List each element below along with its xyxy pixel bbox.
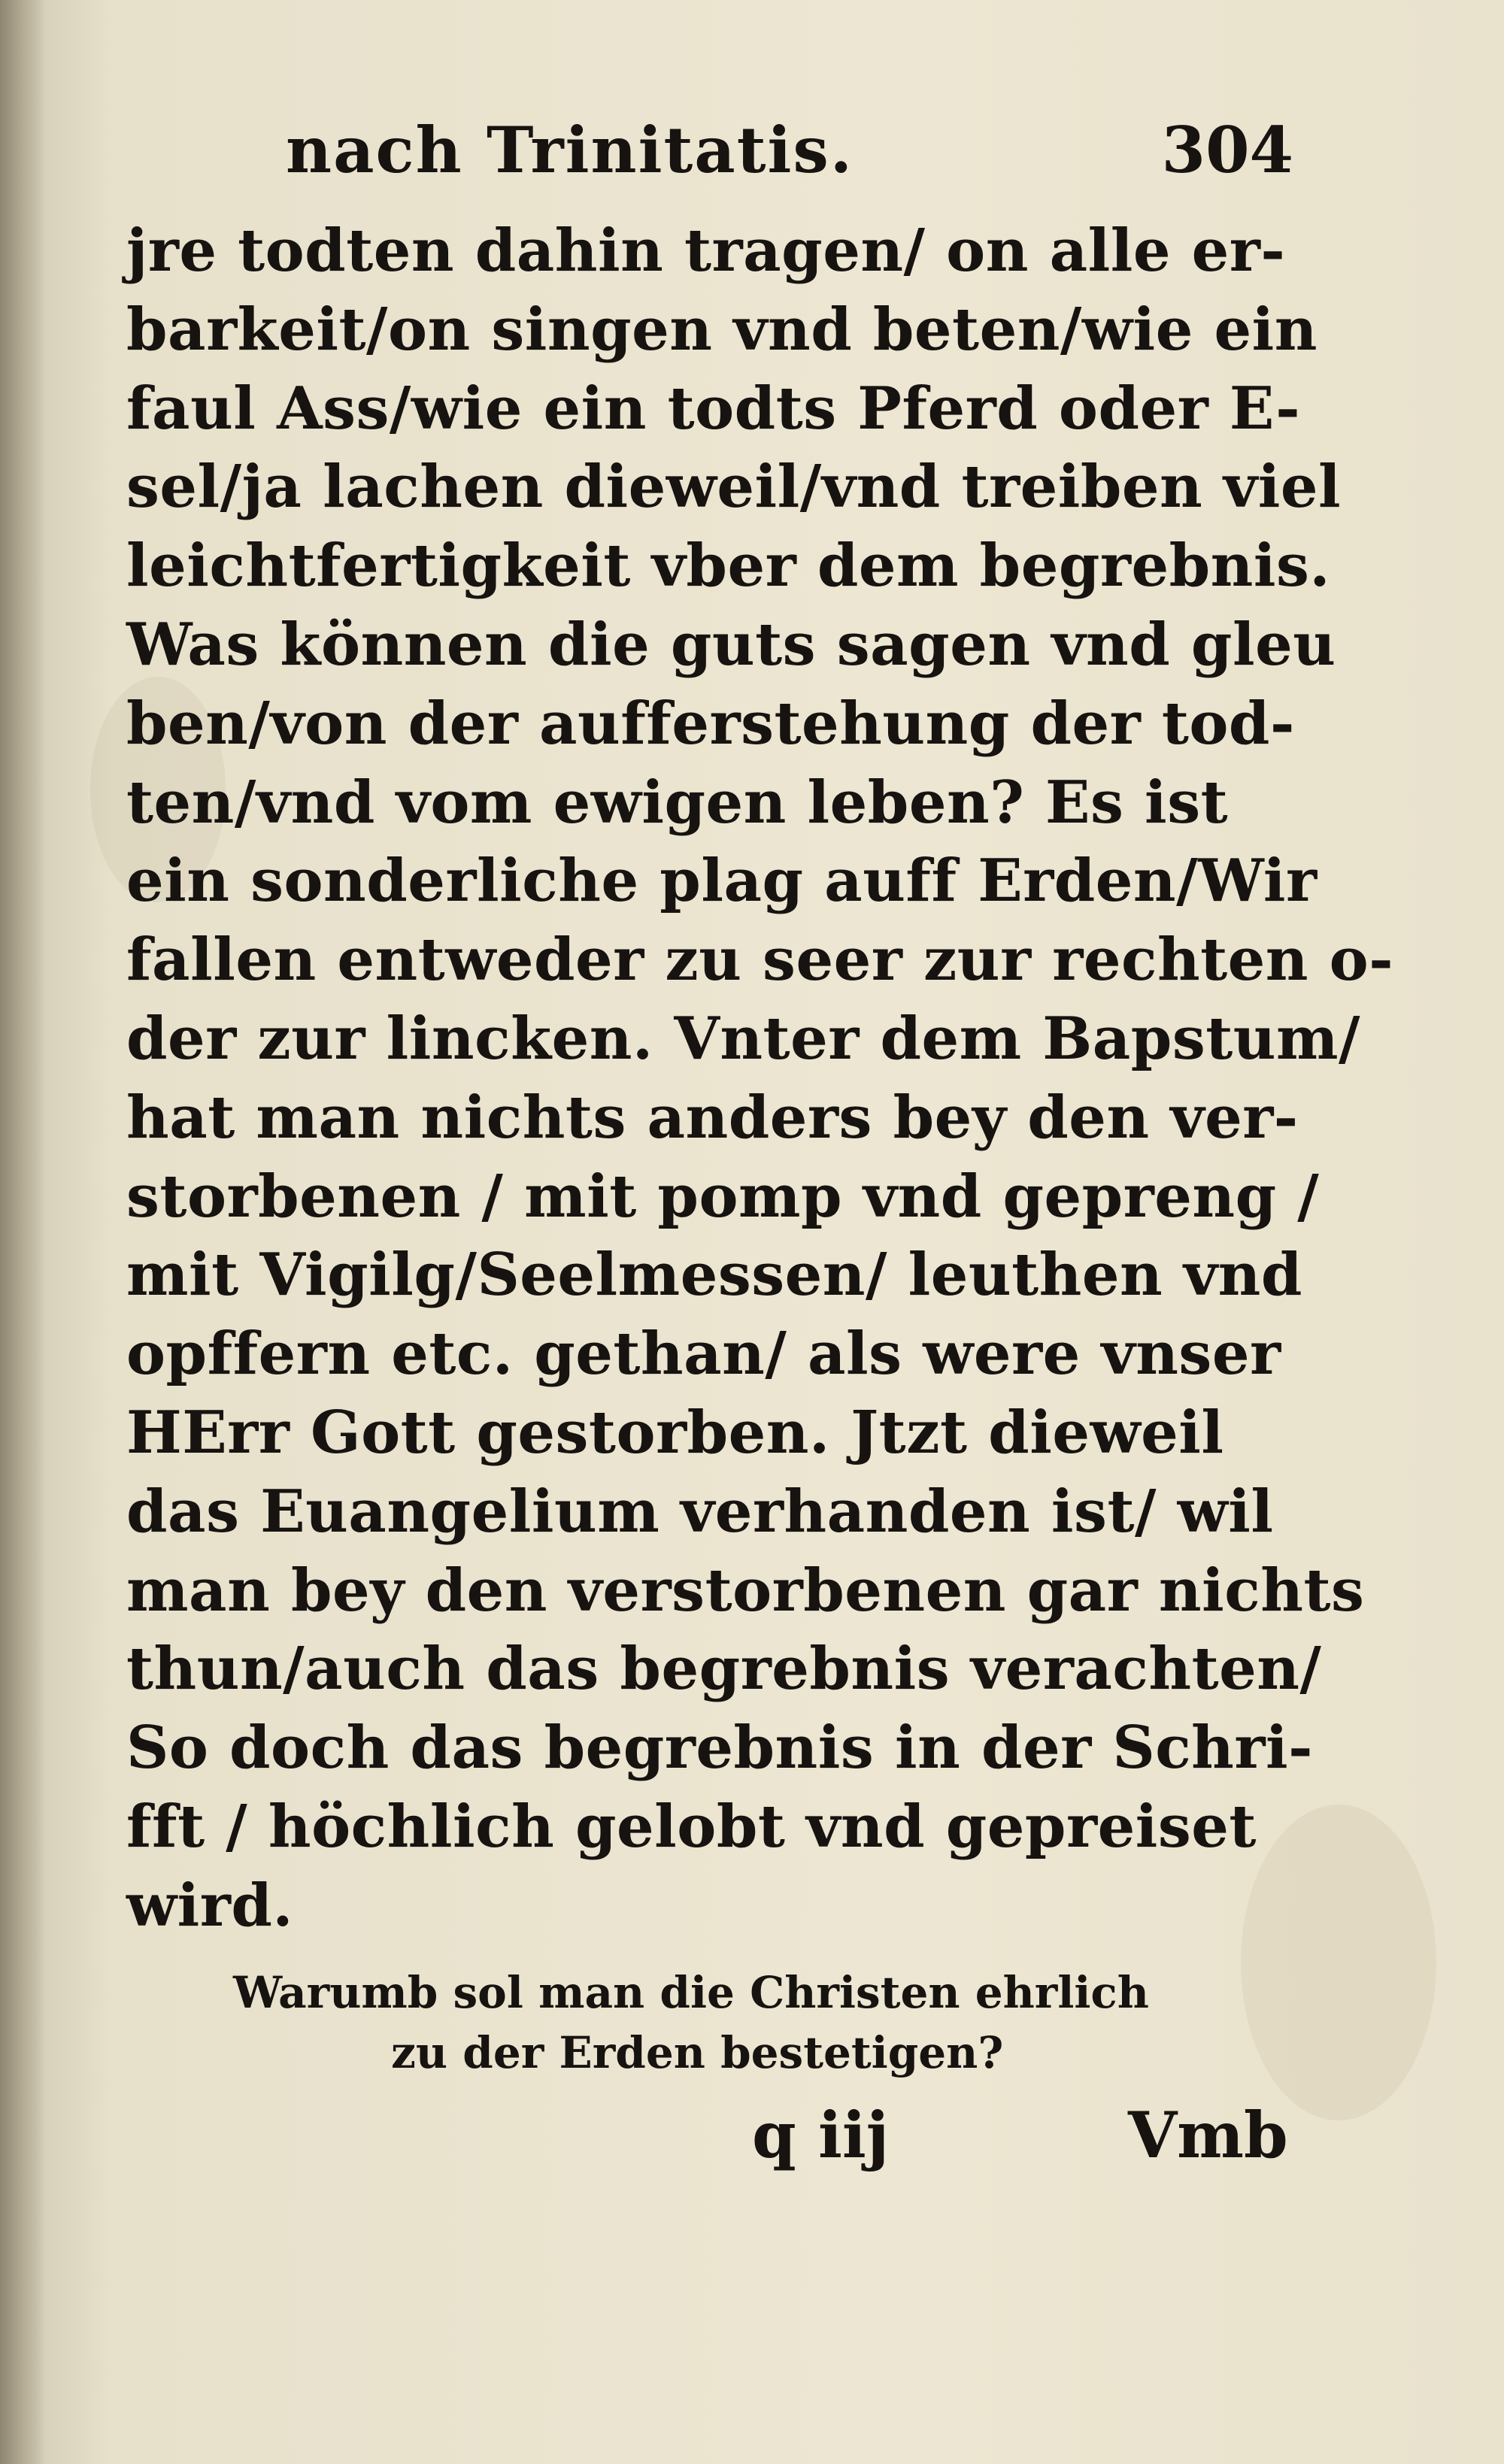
running-head: nach Trinitatis. bbox=[286, 113, 854, 187]
text-line: ben/von der aufferstehung der tod- bbox=[126, 689, 1295, 758]
text-line: hat man nichts anders bey den ver- bbox=[126, 1083, 1299, 1152]
text-line: fallen entweder zu seer zur rechten o- bbox=[126, 926, 1394, 995]
text-line: sel/ja lachen dieweil/vnd treiben viel bbox=[126, 453, 1342, 522]
text-line: leichtfertigkeit vber dem begrebnis. bbox=[126, 532, 1331, 601]
section-question bbox=[233, 1962, 1256, 2083]
text-line: fft / höchlich gelobt vnd gepreiset bbox=[126, 1792, 1257, 1861]
text-line: HErr Gott gestorben. Jtzt dieweil bbox=[126, 1398, 1224, 1467]
text-line: jre todten dahin tragen/ on alle er- bbox=[126, 217, 1286, 285]
text-line: So doch das begrebnis in der Schri- bbox=[126, 1714, 1313, 1783]
text-line: der zur lincken. Vnter dem Bapstum/ bbox=[126, 1004, 1360, 1073]
text-line: opffern etc. gethan/ als were vnser bbox=[126, 1320, 1281, 1389]
text-line: thun/auch das begrebnis verachten/ bbox=[126, 1635, 1322, 1704]
page-footer bbox=[0, 2098, 1504, 2173]
page-number: 304 bbox=[1161, 113, 1293, 187]
text-line: ten/vnd vom ewigen leben? Es ist bbox=[126, 768, 1229, 837]
body-text bbox=[126, 212, 1394, 1946]
text-line: das Euangelium verhanden ist/ wil bbox=[126, 1477, 1274, 1546]
question-line: zu der Erden bestetigen? bbox=[391, 2027, 1004, 2078]
page-header bbox=[286, 113, 1293, 195]
signature-mark: q iij bbox=[752, 2098, 890, 2172]
text-line: mit Vigilg/Seelmessen/ leuthen vnd bbox=[126, 1241, 1302, 1310]
text-line: storbenen / mit pomp vnd gepreng / bbox=[126, 1162, 1320, 1231]
text-line: wird. bbox=[126, 1871, 294, 1940]
text-line: Was können die guts sagen vnd gleu bbox=[126, 610, 1336, 679]
text-line: ein sonderliche plag auff Erden/Wir bbox=[126, 847, 1318, 916]
question-line: Warumb sol man die Christen ehrlich bbox=[233, 1967, 1149, 2018]
text-line: man bey den verstorbenen gar nichts bbox=[126, 1556, 1365, 1625]
catchword: Vmb bbox=[1128, 2098, 1288, 2172]
page-gutter-shadow bbox=[0, 0, 45, 2464]
text-line: faul Ass/wie ein todts Pferd oder E- bbox=[126, 374, 1301, 443]
text-line: barkeit/on singen vnd beten/wie ein bbox=[126, 295, 1318, 364]
